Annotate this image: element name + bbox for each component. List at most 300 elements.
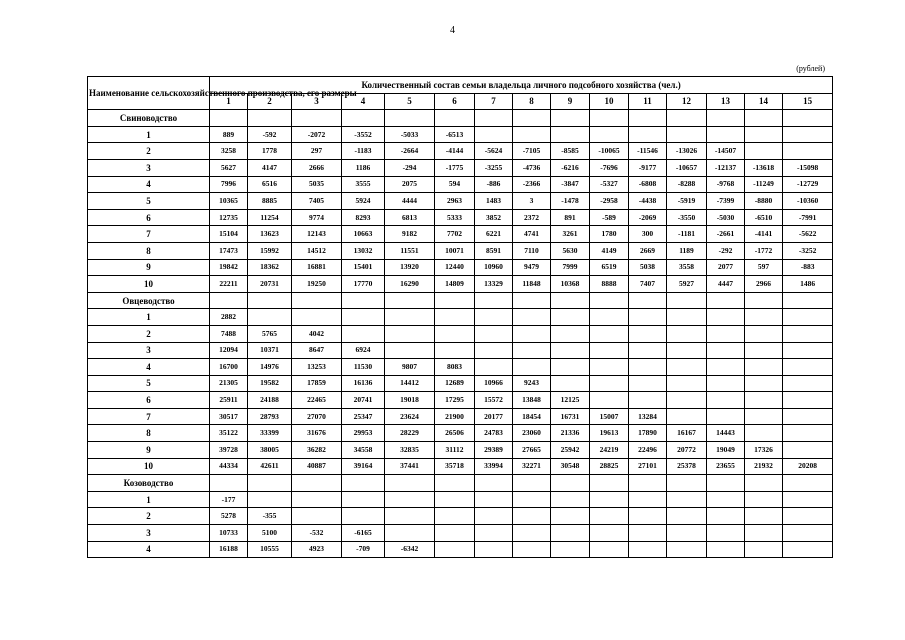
value-cell: -4736 bbox=[513, 159, 551, 176]
value-cell: -5622 bbox=[783, 226, 833, 243]
value-cell: -5624 bbox=[475, 143, 513, 160]
value-cell bbox=[513, 525, 551, 542]
value-cell: 6221 bbox=[475, 226, 513, 243]
value-cell: 3261 bbox=[551, 226, 590, 243]
section-title: Свиноводство bbox=[88, 110, 210, 127]
value-cell bbox=[292, 508, 342, 525]
value-cell bbox=[629, 541, 667, 558]
table-row bbox=[88, 176, 833, 193]
value-cell: -9177 bbox=[629, 159, 667, 176]
value-cell bbox=[292, 491, 342, 508]
column-number-header: 5 bbox=[385, 93, 435, 110]
value-cell: 18362 bbox=[248, 259, 292, 276]
value-cell: 17890 bbox=[629, 425, 667, 442]
value-cell: 26506 bbox=[435, 425, 475, 442]
value-cell: 13253 bbox=[292, 359, 342, 376]
value-cell: -12729 bbox=[783, 176, 833, 193]
value-cell: 17859 bbox=[292, 375, 342, 392]
size-cell: 2 bbox=[88, 143, 210, 160]
value-cell: 10733 bbox=[210, 525, 248, 542]
value-cell: 3258 bbox=[210, 143, 248, 160]
value-cell: 13032 bbox=[342, 242, 385, 259]
column-number-header: 7 bbox=[475, 93, 513, 110]
value-cell: -1775 bbox=[435, 159, 475, 176]
table-cell bbox=[667, 475, 707, 492]
value-cell: 42611 bbox=[248, 458, 292, 475]
value-cell: 19049 bbox=[707, 442, 745, 459]
value-cell bbox=[435, 525, 475, 542]
value-cell bbox=[745, 392, 783, 409]
value-cell: -7105 bbox=[513, 143, 551, 160]
value-cell: 9807 bbox=[385, 359, 435, 376]
value-cell: 5100 bbox=[248, 525, 292, 542]
value-cell: 12143 bbox=[292, 226, 342, 243]
value-cell bbox=[667, 126, 707, 143]
value-cell: 31112 bbox=[435, 442, 475, 459]
table-row bbox=[88, 159, 833, 176]
value-cell: -709 bbox=[342, 541, 385, 558]
table-cell bbox=[292, 110, 342, 127]
table-cell bbox=[342, 110, 385, 127]
value-cell: 37441 bbox=[385, 458, 435, 475]
value-cell: 16881 bbox=[292, 259, 342, 276]
value-cell: -2366 bbox=[513, 176, 551, 193]
value-cell bbox=[783, 425, 833, 442]
value-cell bbox=[745, 325, 783, 342]
value-cell: 18454 bbox=[513, 408, 551, 425]
value-cell: 5333 bbox=[435, 209, 475, 226]
table-cell bbox=[745, 292, 783, 309]
size-cell: 9 bbox=[88, 442, 210, 459]
value-cell bbox=[667, 375, 707, 392]
value-cell: 16188 bbox=[210, 541, 248, 558]
value-cell bbox=[783, 442, 833, 459]
value-cell: 12735 bbox=[210, 209, 248, 226]
table-cell bbox=[667, 292, 707, 309]
table-cell bbox=[385, 110, 435, 127]
table-row bbox=[88, 525, 833, 542]
value-cell bbox=[590, 325, 629, 342]
value-cell: -10360 bbox=[783, 193, 833, 210]
value-cell bbox=[342, 309, 385, 326]
size-cell: 1 bbox=[88, 491, 210, 508]
size-cell: 10 bbox=[88, 276, 210, 293]
value-cell: 14512 bbox=[292, 242, 342, 259]
value-cell: 1778 bbox=[248, 143, 292, 160]
value-cell: 35122 bbox=[210, 425, 248, 442]
value-cell: -7991 bbox=[783, 209, 833, 226]
size-cell: 5 bbox=[88, 193, 210, 210]
value-cell: 22465 bbox=[292, 392, 342, 409]
value-cell bbox=[513, 541, 551, 558]
value-cell bbox=[475, 359, 513, 376]
value-cell: 39728 bbox=[210, 442, 248, 459]
value-cell: -292 bbox=[707, 242, 745, 259]
value-cell: -3252 bbox=[783, 242, 833, 259]
value-cell: -11249 bbox=[745, 176, 783, 193]
value-cell: 9774 bbox=[292, 209, 342, 226]
value-cell: 1483 bbox=[475, 193, 513, 210]
value-cell bbox=[342, 491, 385, 508]
value-cell bbox=[783, 342, 833, 359]
value-cell bbox=[667, 325, 707, 342]
value-cell bbox=[513, 359, 551, 376]
value-cell: 16167 bbox=[667, 425, 707, 442]
table-cell bbox=[629, 110, 667, 127]
value-cell: 15572 bbox=[475, 392, 513, 409]
table-cell bbox=[292, 292, 342, 309]
value-cell: 7488 bbox=[210, 325, 248, 342]
value-cell: 25378 bbox=[667, 458, 707, 475]
value-cell: 11848 bbox=[513, 276, 551, 293]
size-cell: 2 bbox=[88, 508, 210, 525]
value-cell: -12137 bbox=[707, 159, 745, 176]
value-cell: 19018 bbox=[385, 392, 435, 409]
value-cell bbox=[783, 525, 833, 542]
value-cell bbox=[745, 309, 783, 326]
value-cell: 2372 bbox=[513, 209, 551, 226]
value-cell bbox=[783, 359, 833, 376]
value-cell bbox=[707, 392, 745, 409]
value-cell: -177 bbox=[210, 491, 248, 508]
value-cell bbox=[707, 126, 745, 143]
value-cell: -2069 bbox=[629, 209, 667, 226]
value-cell bbox=[248, 491, 292, 508]
value-cell bbox=[475, 309, 513, 326]
value-cell: 8293 bbox=[342, 209, 385, 226]
value-cell: 2666 bbox=[292, 159, 342, 176]
value-cell: 1186 bbox=[342, 159, 385, 176]
table-cell bbox=[590, 292, 629, 309]
value-cell: 6924 bbox=[342, 342, 385, 359]
value-cell: 14443 bbox=[707, 425, 745, 442]
section-row bbox=[88, 475, 833, 492]
value-cell: 25911 bbox=[210, 392, 248, 409]
value-cell: 17326 bbox=[745, 442, 783, 459]
table-cell bbox=[475, 292, 513, 309]
value-cell bbox=[707, 491, 745, 508]
value-cell: 36282 bbox=[292, 442, 342, 459]
value-cell: 32271 bbox=[513, 458, 551, 475]
table-row bbox=[88, 408, 833, 425]
value-cell: -7696 bbox=[590, 159, 629, 176]
value-cell: 7110 bbox=[513, 242, 551, 259]
value-cell: 5035 bbox=[292, 176, 342, 193]
table-body bbox=[88, 110, 833, 558]
value-cell bbox=[629, 375, 667, 392]
table-row bbox=[88, 359, 833, 376]
value-cell: 19250 bbox=[292, 276, 342, 293]
size-cell: 8 bbox=[88, 242, 210, 259]
value-cell: 16290 bbox=[385, 276, 435, 293]
table-row bbox=[88, 392, 833, 409]
value-cell bbox=[707, 541, 745, 558]
value-cell: 40887 bbox=[292, 458, 342, 475]
table-cell bbox=[783, 475, 833, 492]
value-cell bbox=[435, 541, 475, 558]
value-cell: 5627 bbox=[210, 159, 248, 176]
value-cell bbox=[667, 392, 707, 409]
value-cell bbox=[551, 342, 590, 359]
table-row bbox=[88, 242, 833, 259]
value-cell: 5278 bbox=[210, 508, 248, 525]
table-cell bbox=[475, 475, 513, 492]
units-label: (рублей) bbox=[796, 64, 825, 73]
table-row bbox=[88, 209, 833, 226]
value-cell bbox=[590, 309, 629, 326]
column-number-header: 2 bbox=[248, 93, 292, 110]
value-cell bbox=[551, 525, 590, 542]
value-cell bbox=[783, 126, 833, 143]
value-cell: 3 bbox=[513, 193, 551, 210]
value-cell: -5327 bbox=[590, 176, 629, 193]
value-cell bbox=[292, 309, 342, 326]
value-cell: 10365 bbox=[210, 193, 248, 210]
table-cell bbox=[385, 475, 435, 492]
value-cell: -2958 bbox=[590, 193, 629, 210]
size-cell: 6 bbox=[88, 392, 210, 409]
value-cell: 23655 bbox=[707, 458, 745, 475]
value-cell bbox=[590, 508, 629, 525]
table-cell bbox=[745, 475, 783, 492]
value-cell bbox=[667, 342, 707, 359]
value-cell bbox=[551, 325, 590, 342]
value-cell: 4444 bbox=[385, 193, 435, 210]
value-cell: 9479 bbox=[513, 259, 551, 276]
value-cell: 21900 bbox=[435, 408, 475, 425]
value-cell bbox=[745, 126, 783, 143]
value-cell bbox=[707, 375, 745, 392]
value-cell: 13848 bbox=[513, 392, 551, 409]
table-cell bbox=[435, 110, 475, 127]
value-cell: 889 bbox=[210, 126, 248, 143]
value-cell bbox=[629, 392, 667, 409]
value-cell: 21336 bbox=[551, 425, 590, 442]
value-cell bbox=[745, 342, 783, 359]
table-cell bbox=[783, 292, 833, 309]
value-cell bbox=[475, 342, 513, 359]
value-cell bbox=[590, 392, 629, 409]
value-cell: 24783 bbox=[475, 425, 513, 442]
value-cell: 8888 bbox=[590, 276, 629, 293]
value-cell: 33399 bbox=[248, 425, 292, 442]
table-row bbox=[88, 491, 833, 508]
value-cell bbox=[745, 425, 783, 442]
table-cell bbox=[667, 110, 707, 127]
table-cell bbox=[210, 110, 248, 127]
family-size-header: Количественный состав семьи владельца личного подсобного хозяйства (чел.) bbox=[210, 77, 833, 94]
value-cell bbox=[551, 375, 590, 392]
value-cell: -10065 bbox=[590, 143, 629, 160]
size-cell: 3 bbox=[88, 159, 210, 176]
value-cell: 17473 bbox=[210, 242, 248, 259]
value-cell: -4141 bbox=[745, 226, 783, 243]
value-cell: 11254 bbox=[248, 209, 292, 226]
value-cell: -6342 bbox=[385, 541, 435, 558]
value-cell: 27101 bbox=[629, 458, 667, 475]
value-cell bbox=[513, 309, 551, 326]
table-row bbox=[88, 226, 833, 243]
value-cell bbox=[745, 359, 783, 376]
value-cell: 21305 bbox=[210, 375, 248, 392]
value-cell: 20208 bbox=[783, 458, 833, 475]
value-cell: 22211 bbox=[210, 276, 248, 293]
value-cell: 28793 bbox=[248, 408, 292, 425]
table-cell bbox=[513, 292, 551, 309]
value-cell: -8880 bbox=[745, 193, 783, 210]
value-cell: 34558 bbox=[342, 442, 385, 459]
table-row bbox=[88, 342, 833, 359]
value-cell: -886 bbox=[475, 176, 513, 193]
size-cell: 10 bbox=[88, 458, 210, 475]
table-cell bbox=[551, 110, 590, 127]
value-cell: 28825 bbox=[590, 458, 629, 475]
value-cell: 10071 bbox=[435, 242, 475, 259]
value-cell: 8647 bbox=[292, 342, 342, 359]
value-cell: 24219 bbox=[590, 442, 629, 459]
value-cell bbox=[513, 491, 551, 508]
value-cell bbox=[435, 309, 475, 326]
table-cell bbox=[248, 475, 292, 492]
value-cell bbox=[385, 508, 435, 525]
value-cell bbox=[629, 491, 667, 508]
value-cell: 5765 bbox=[248, 325, 292, 342]
value-cell: -5030 bbox=[707, 209, 745, 226]
size-cell: 4 bbox=[88, 176, 210, 193]
column-number-header: 12 bbox=[667, 93, 707, 110]
value-cell bbox=[745, 143, 783, 160]
value-cell: 3555 bbox=[342, 176, 385, 193]
size-cell: 1 bbox=[88, 126, 210, 143]
value-cell: 11551 bbox=[385, 242, 435, 259]
value-cell: 44334 bbox=[210, 458, 248, 475]
size-cell: 6 bbox=[88, 209, 210, 226]
value-cell: 5038 bbox=[629, 259, 667, 276]
section-row bbox=[88, 110, 833, 127]
value-cell: -13618 bbox=[745, 159, 783, 176]
value-cell bbox=[667, 491, 707, 508]
table-row bbox=[88, 325, 833, 342]
table-cell bbox=[629, 292, 667, 309]
value-cell: 5927 bbox=[667, 276, 707, 293]
value-cell: 297 bbox=[292, 143, 342, 160]
value-cell bbox=[435, 325, 475, 342]
value-cell: -8288 bbox=[667, 176, 707, 193]
value-cell: 13920 bbox=[385, 259, 435, 276]
value-cell bbox=[435, 508, 475, 525]
value-cell bbox=[513, 508, 551, 525]
value-cell bbox=[435, 342, 475, 359]
column-number-header: 8 bbox=[513, 93, 551, 110]
value-cell bbox=[745, 508, 783, 525]
table-row bbox=[88, 276, 833, 293]
value-cell bbox=[590, 491, 629, 508]
section-row bbox=[88, 292, 833, 309]
value-cell bbox=[248, 309, 292, 326]
value-cell bbox=[475, 325, 513, 342]
value-cell bbox=[385, 325, 435, 342]
value-cell bbox=[475, 525, 513, 542]
value-cell: 15007 bbox=[590, 408, 629, 425]
table-row bbox=[88, 425, 833, 442]
value-cell: -2661 bbox=[707, 226, 745, 243]
value-cell bbox=[783, 508, 833, 525]
value-cell: -4438 bbox=[629, 193, 667, 210]
table-cell bbox=[707, 475, 745, 492]
value-cell: -532 bbox=[292, 525, 342, 542]
table-cell bbox=[707, 292, 745, 309]
value-cell: 23060 bbox=[513, 425, 551, 442]
value-cell bbox=[629, 325, 667, 342]
value-cell: 5630 bbox=[551, 242, 590, 259]
value-cell: 4147 bbox=[248, 159, 292, 176]
value-cell: 10960 bbox=[475, 259, 513, 276]
value-cell: 15992 bbox=[248, 242, 292, 259]
value-cell bbox=[745, 375, 783, 392]
value-cell: -883 bbox=[783, 259, 833, 276]
table-cell bbox=[248, 110, 292, 127]
table-row bbox=[88, 193, 833, 210]
value-cell bbox=[551, 126, 590, 143]
value-cell: 19582 bbox=[248, 375, 292, 392]
value-cell: 2077 bbox=[707, 259, 745, 276]
value-cell bbox=[590, 541, 629, 558]
value-cell: 29389 bbox=[475, 442, 513, 459]
value-cell: -589 bbox=[590, 209, 629, 226]
value-cell: -6216 bbox=[551, 159, 590, 176]
value-cell: 20731 bbox=[248, 276, 292, 293]
value-cell: 32835 bbox=[385, 442, 435, 459]
table-row bbox=[88, 375, 833, 392]
value-cell: -11546 bbox=[629, 143, 667, 160]
value-cell: 4149 bbox=[590, 242, 629, 259]
value-cell: 11530 bbox=[342, 359, 385, 376]
value-cell: -1772 bbox=[745, 242, 783, 259]
value-cell: 35718 bbox=[435, 458, 475, 475]
value-cell: 6516 bbox=[248, 176, 292, 193]
value-cell: 33994 bbox=[475, 458, 513, 475]
value-cell bbox=[629, 126, 667, 143]
value-cell: 20772 bbox=[667, 442, 707, 459]
value-cell bbox=[342, 325, 385, 342]
value-cell: 19613 bbox=[590, 425, 629, 442]
value-cell: 13329 bbox=[475, 276, 513, 293]
value-cell: 2966 bbox=[745, 276, 783, 293]
value-cell bbox=[745, 491, 783, 508]
value-cell bbox=[629, 359, 667, 376]
value-cell: -5033 bbox=[385, 126, 435, 143]
value-cell: 10663 bbox=[342, 226, 385, 243]
value-cell bbox=[475, 508, 513, 525]
size-cell: 7 bbox=[88, 226, 210, 243]
section-title: Овцеводство bbox=[88, 292, 210, 309]
value-cell: 25942 bbox=[551, 442, 590, 459]
value-cell: 891 bbox=[551, 209, 590, 226]
value-cell: -3255 bbox=[475, 159, 513, 176]
name-column-header: Наименование сельскохозяйственного производства, его размеры bbox=[88, 77, 210, 110]
value-cell: 2669 bbox=[629, 242, 667, 259]
size-cell: 5 bbox=[88, 375, 210, 392]
value-cell bbox=[590, 342, 629, 359]
value-cell bbox=[783, 541, 833, 558]
value-cell: -294 bbox=[385, 159, 435, 176]
value-cell bbox=[745, 408, 783, 425]
size-cell: 9 bbox=[88, 259, 210, 276]
table-cell bbox=[342, 475, 385, 492]
value-cell bbox=[783, 392, 833, 409]
table-cell bbox=[475, 110, 513, 127]
value-cell: 21932 bbox=[745, 458, 783, 475]
